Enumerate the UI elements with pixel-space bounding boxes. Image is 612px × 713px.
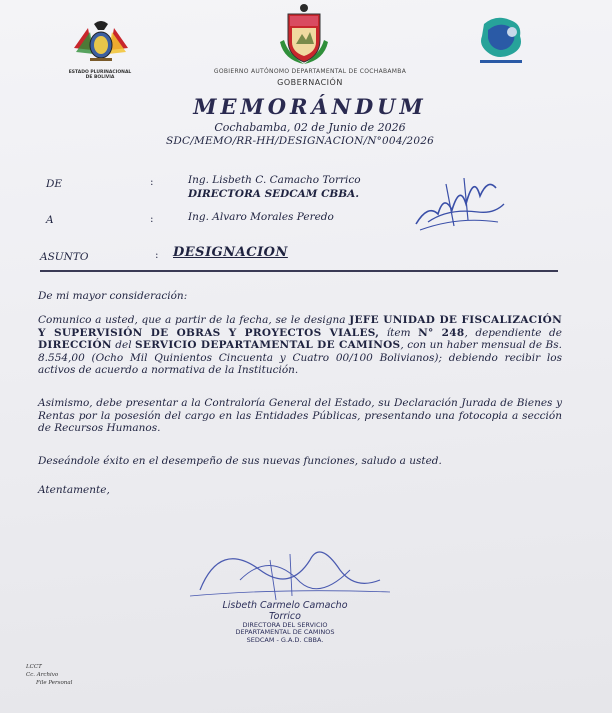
paragraph-declaration: Asimismo, debe presentar a la Contraloría General del Estado, su Declaración Jurada de Bienes y Rentas por la posesión del cargo en las Entidades Públicas, presentando una fotocopia a sección de Recursos Humanos.	[38, 397, 562, 435]
cochabamba-shield-logo	[276, 2, 332, 66]
p1-text-5: , con un haber mensual de Bs. 8.554,00 (Ocho Mil Quinientos Cincuenta y Cuatro 00/100 Bolivianos); debiendo recibir los activos de acuerdo a normativa de la Institución.	[38, 339, 562, 377]
subject-value: DESIGNACION	[173, 245, 288, 260]
paragraph-designation	[38, 314, 562, 377]
from-label: DE	[46, 178, 63, 190]
footer-cc-file: File Personal	[36, 680, 73, 686]
signatory-name: Lisbeth Carmelo Camacho Torrico	[222, 600, 348, 622]
p1-position-title: JEFE UNIDAD DE FISCALIZACIÓN Y SUPERVISIÓN DE OBRAS Y PROYECTOS VIALES,	[38, 314, 562, 339]
to-colon: :	[150, 213, 154, 225]
subject-colon: :	[155, 249, 159, 261]
p1-text-4: del	[111, 339, 136, 352]
from-name: Ing. Lisbeth C. Camacho Torrico	[188, 174, 361, 186]
footer-initials: LCCT	[26, 664, 42, 670]
to-label: A	[46, 214, 54, 226]
left-logo-caption	[60, 70, 140, 80]
footer-cc-archive: Cc. Archivo	[26, 672, 59, 678]
from-colon: :	[150, 176, 154, 188]
p1-service-name: SERVICIO DEPARTAMENTAL DE CAMINOS	[135, 339, 401, 352]
p1-text-3: , dependiente de	[464, 326, 562, 339]
header-divider	[40, 270, 558, 272]
p1-text-2: ítem	[379, 326, 419, 339]
government-subtitle: GOBERNACIÓN	[277, 78, 343, 87]
signatory-line-3: SEDCAM - G.A.D. CBBA.	[246, 635, 324, 644]
signatory-line-1: DIRECTORA DEL SERVICIO	[242, 621, 328, 629]
department-map-logo	[470, 10, 532, 68]
p1-text-1: Comunico a usted, que a partir de la fecha, se le designa	[38, 314, 350, 326]
p1-item-number: N° 248	[418, 326, 465, 339]
left-logo-caption-line-1: ESTADO PLURINACIONAL	[68, 70, 132, 75]
closing: Atentamente,	[38, 484, 110, 496]
to-name: Ing. Alvaro Morales Peredo	[188, 211, 334, 223]
memo-place-date: Cochabamba, 02 de Junio de 2026	[214, 121, 406, 134]
signature-stamp	[215, 600, 355, 644]
greeting: De mi mayor consideración:	[38, 290, 188, 302]
paragraph-wishes: Deseándole éxito en el desempeño de sus nuevas funciones, saludo a usted.	[38, 455, 442, 467]
p1-direction: DIRECCIÓN	[38, 339, 112, 352]
memo-reference: SDC/MEMO/RR-HH/DESIGNACION/N°004/2026	[166, 135, 434, 147]
bolivia-coat-of-arms-logo	[70, 18, 132, 66]
memo-title: MEMORÁNDUM	[193, 94, 427, 119]
handwritten-initial-signature	[408, 164, 508, 240]
subject-label: ASUNTO	[40, 251, 89, 263]
from-title: DIRECTORA SEDCAM CBBA.	[188, 188, 359, 200]
left-logo-caption-line-2: DE BOLIVIA	[85, 75, 115, 80]
signatory-line-2: DEPARTAMENTAL DE CAMINOS	[235, 628, 335, 637]
government-name: GOBIERNO AUTÓNOMO DEPARTAMENTAL DE COCHABAMBA	[213, 68, 407, 75]
